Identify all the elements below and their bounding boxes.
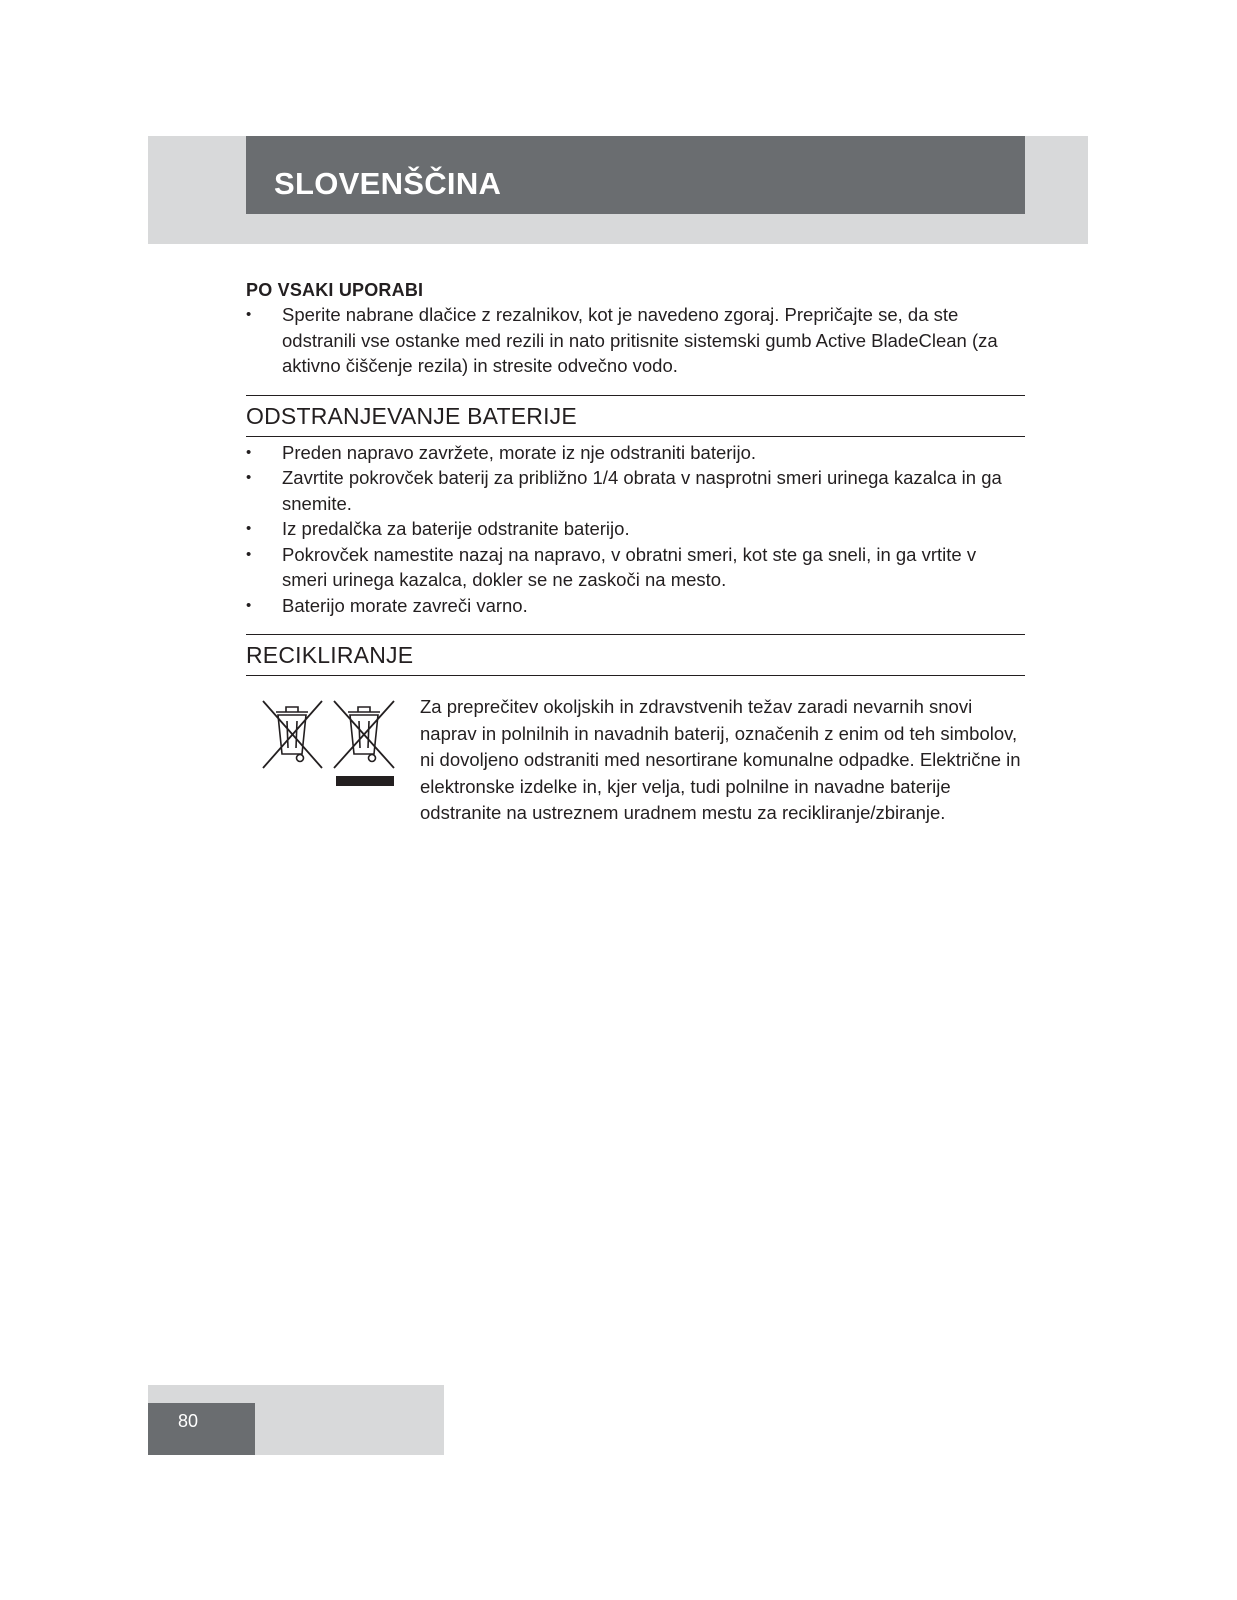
list-item [246,440,1025,466]
recycling-block [246,694,1025,859]
after-use-heading: PO VSAKI UPORABI [246,280,424,300]
crossed-out-wheelie-bin-icon [263,701,322,768]
recycling-symbols [258,696,398,796]
divider [246,675,1025,676]
battery-removal-list [246,440,1025,619]
list-item-text: Preden napravo zavržete, morate iz nje odstraniti baterijo. [282,441,757,463]
list-item [246,593,1025,619]
list-item-text: Pokrovček namestite nazaj na napravo, v obratni smeri, kot ste ga sneli, in ga vrtite v smeri urinega kazalca, dokler se ne zaskoči na mesto. [282,543,977,590]
bullet-icon: • [246,520,252,537]
page-number-box [148,1403,255,1455]
header-title-box [246,136,1025,214]
bullet-icon: • [246,545,252,563]
list-item [246,542,1025,593]
battery-removal-heading: ODSTRANJEVANJE BATERIJE [246,402,577,429]
list-item-text: Zavrtite pokrovček baterij za približno 1/4 obrata v nasprotni smeri urinega kazalca in ga snemite. [282,467,1002,514]
crossed-out-wheelie-bin-with-bar-icon [334,701,394,768]
bullet-icon: • [246,469,252,486]
list-item-text: Iz predalčka za baterije odstranite baterijo. [282,518,630,539]
black-bar-icon [336,776,394,786]
page-title: SLOVENŠČINA [274,166,502,201]
after-use-section [246,278,1025,379]
bullet-icon: • [246,306,252,323]
bullet-icon: • [246,596,252,614]
recycling-heading: RECIKLIRANJE [246,642,414,668]
divider [246,436,1025,437]
recycling-section [246,635,1025,859]
recycling-text: Za preprečitev okoljskih in zdravstvenih težav zaradi nevarnih snovi naprav in polnilnih in navadnih baterij, označenih z enim od teh simbolov, ni dovoljeno odstraniti med nesortirane komunalne odpadke. Električne in elektronske izdelke in, kjer velja, tudi polnilne in navadne baterije odstranite na ustreznem uradnem mestu za recikliranje/zbiranje. [420,696,1021,823]
page-number: 80 [178,1411,199,1431]
battery-removal-section [246,396,1025,619]
list-item-text: Baterijo morate zavreči varno. [282,594,528,616]
list-item [246,302,1025,379]
main-content [246,278,1025,859]
list-item-text: Sperite nabrane dlačice z rezalnikov, kot je navedeno zgoraj. Prepričajte se, da ste odstranili vse ostanke med rezili in nato pritisnite sistemski gumb Active BladeClean (za aktivno čiščenje rezila) in stresite odvečno vodo. [282,304,998,376]
bullet-icon: • [246,443,252,461]
after-use-list [246,302,1025,379]
list-item [246,516,1025,542]
list-item [246,465,1025,516]
